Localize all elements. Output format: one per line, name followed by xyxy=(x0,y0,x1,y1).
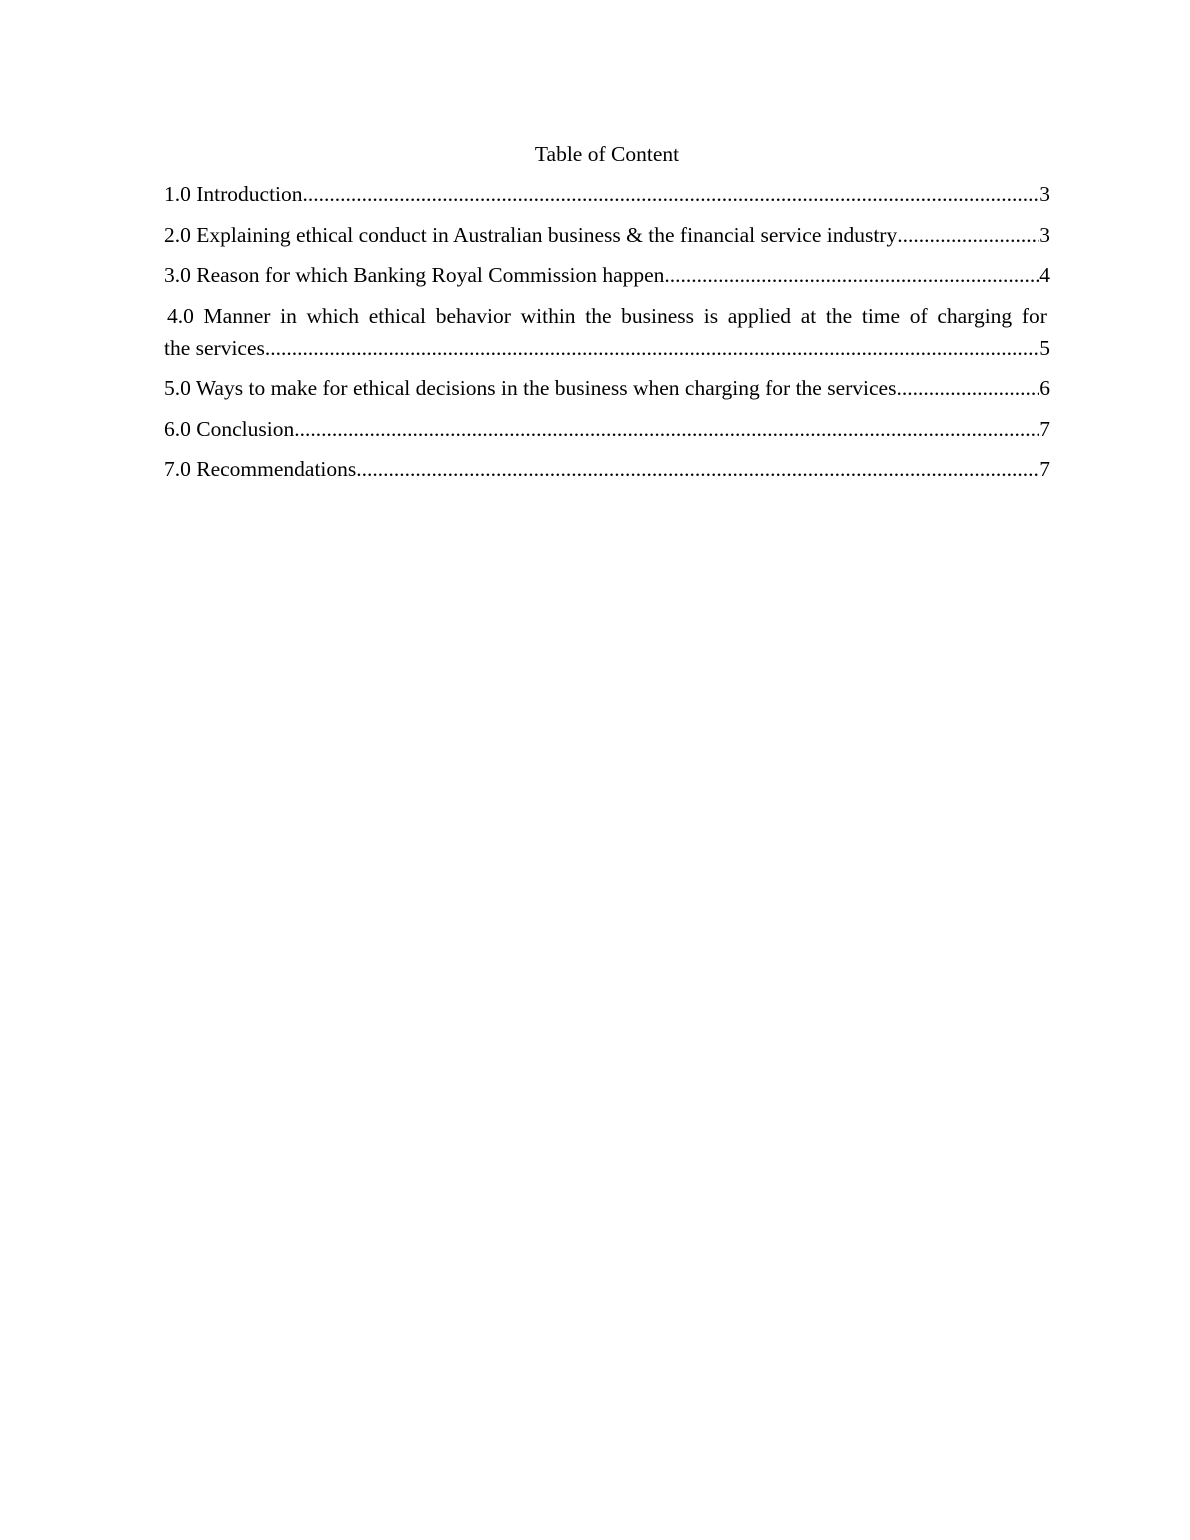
toc-entry-line xyxy=(164,413,1050,445)
toc-entry-recommendations[interactable] xyxy=(164,453,1050,485)
dot-leader xyxy=(294,413,1039,445)
toc-entry-word: applied xyxy=(727,303,792,328)
dot-leader xyxy=(664,259,1039,291)
toc-entry-line xyxy=(164,259,1050,291)
toc-page-number: 5 xyxy=(1039,335,1050,360)
toc-entry-word: ethical xyxy=(368,303,427,328)
toc-entry-conclusion[interactable] xyxy=(164,413,1050,445)
toc-entry-word: is xyxy=(703,303,719,328)
toc-entry-line xyxy=(164,178,1050,210)
dot-leader xyxy=(303,178,1040,210)
toc-page-number: 3 xyxy=(1039,182,1050,206)
toc-entry-word: charging xyxy=(937,303,1013,328)
toc-entry-line xyxy=(164,453,1050,485)
dot-leader xyxy=(896,372,1039,404)
toc-entry-word: Manner xyxy=(203,303,271,328)
dot-leader xyxy=(356,453,1039,485)
toc-entry-word: which xyxy=(306,303,360,328)
toc-entry-line xyxy=(164,332,1050,364)
toc-entry-word: the xyxy=(585,303,612,328)
toc-entry-ethical-behavior[interactable] xyxy=(164,300,1050,364)
toc-entry-word: business xyxy=(621,303,695,328)
toc-entry-text: 3.0 Reason for which Banking Royal Commission happen xyxy=(164,263,665,287)
toc-entry-word: at xyxy=(800,303,817,328)
table-of-contents xyxy=(164,138,1050,494)
toc-page-number: 3 xyxy=(1039,222,1050,247)
toc-page-number: 7 xyxy=(1039,416,1050,441)
toc-entry-word: behavior xyxy=(435,303,511,328)
toc-entry-text: the services xyxy=(164,335,265,360)
toc-entry-word: within xyxy=(520,303,576,328)
toc-entry-word: time xyxy=(861,303,901,328)
toc-entry-word: in xyxy=(280,303,297,328)
toc-entry-text: 1.0 Introduction xyxy=(164,182,303,206)
toc-entry-word: for xyxy=(1021,303,1047,328)
toc-entry-royal-commission[interactable] xyxy=(164,259,1050,291)
toc-entry-introduction[interactable] xyxy=(164,178,1050,210)
dot-leader xyxy=(265,332,1039,364)
toc-title: Table of Content xyxy=(534,142,680,166)
toc-entry-line-justified xyxy=(164,300,1050,332)
toc-page-number: 6 xyxy=(1039,376,1050,400)
toc-page-number: 4 xyxy=(1039,263,1050,287)
toc-entry-text: 7.0 Recommendations xyxy=(164,457,357,481)
dot-leader xyxy=(897,219,1039,251)
toc-entry-text: 5.0 Ways to make for ethical decisions in the business when charging for the services xyxy=(164,376,897,400)
toc-entry-line xyxy=(164,372,1050,404)
toc-entry-text: 2.0 Explaining ethical conduct in Australian business & the financial service industry xyxy=(164,222,898,247)
toc-entry-text: 6.0 Conclusion xyxy=(164,416,295,441)
toc-entry-line xyxy=(164,219,1050,251)
toc-page-number: 7 xyxy=(1039,457,1050,481)
toc-entry-word: the xyxy=(825,303,853,328)
toc-entry-word: 4.0 xyxy=(167,303,194,328)
toc-entry-ethical-decisions[interactable] xyxy=(164,372,1050,404)
toc-entry-word: of xyxy=(909,303,928,328)
toc-entry-ethical-conduct[interactable] xyxy=(164,219,1050,251)
